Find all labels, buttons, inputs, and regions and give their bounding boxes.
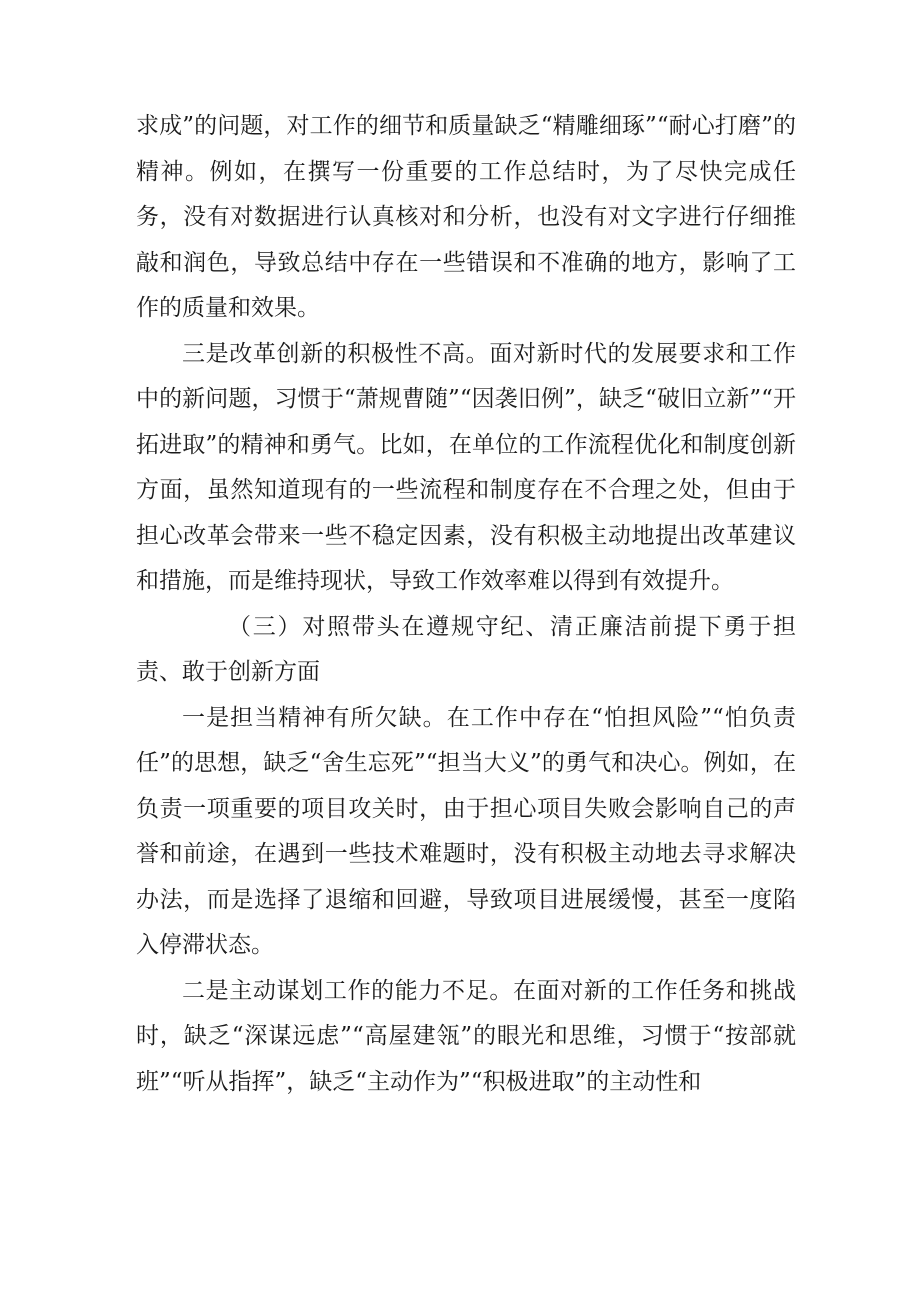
document-body — [136, 104, 796, 1105]
section-heading-three: （三）对照带头在遵规守纪、清正廉洁前提下勇于担责、敢于创新方面 — [136, 613, 796, 685]
paragraph-planning-ability: 二是主动谋划工作的能力不足。在面对新的工作任务和挑战时，缺乏“深谋远虑”“高屋建瓴”的眼光和思维，习惯于“按部就班”“听从指挥”，缺乏“主动作为”“积极进取”的主动性和 — [136, 977, 796, 1095]
paragraph-reform-innovation: 三是改革创新的积极性不高。面对新时代的发展要求和工作中的新问题，习惯于“萧规曹随”“因袭旧例”，缺乏“破旧立新”“开拓进取”的精神和勇气。比如，在单位的工作流程优化和制度创新方面，虽然知道现有的一些流程和制度存在不合理之处，但由于担心改革会带来一些不稳定因素，没有积极主动地提出改革建议和措施，而是维持现状，导致工作效率难以得到有效提升。 — [136, 340, 796, 594]
paragraph-responsibility: 一是担当精神有所欠缺。在工作中存在“怕担风险”“怕负责任”的思想，缺乏“舍生忘死”“担当大义”的勇气和决心。例如，在负责一项重要的项目攻关时，由于担心项目失败会影响自己的声誉和前途，在遇到一些技术难题时，没有积极主动地去寻求解决办法，而是选择了退缩和回避，导致项目进展缓慢，甚至一度陷入停滞状态。 — [136, 704, 796, 958]
paragraph-continuation: 求成”的问题，对工作的细节和质量缺乏“精雕细琢”“耐心打磨”的精神。例如，在撰写一份重要的工作总结时，为了尽快完成任务，没有对数据进行认真核对和分析，也没有对文字进行仔细推敲和润色，导致总结中存在一些错误和不准确的地方，影响了工作的质量和效果。 — [136, 113, 796, 321]
